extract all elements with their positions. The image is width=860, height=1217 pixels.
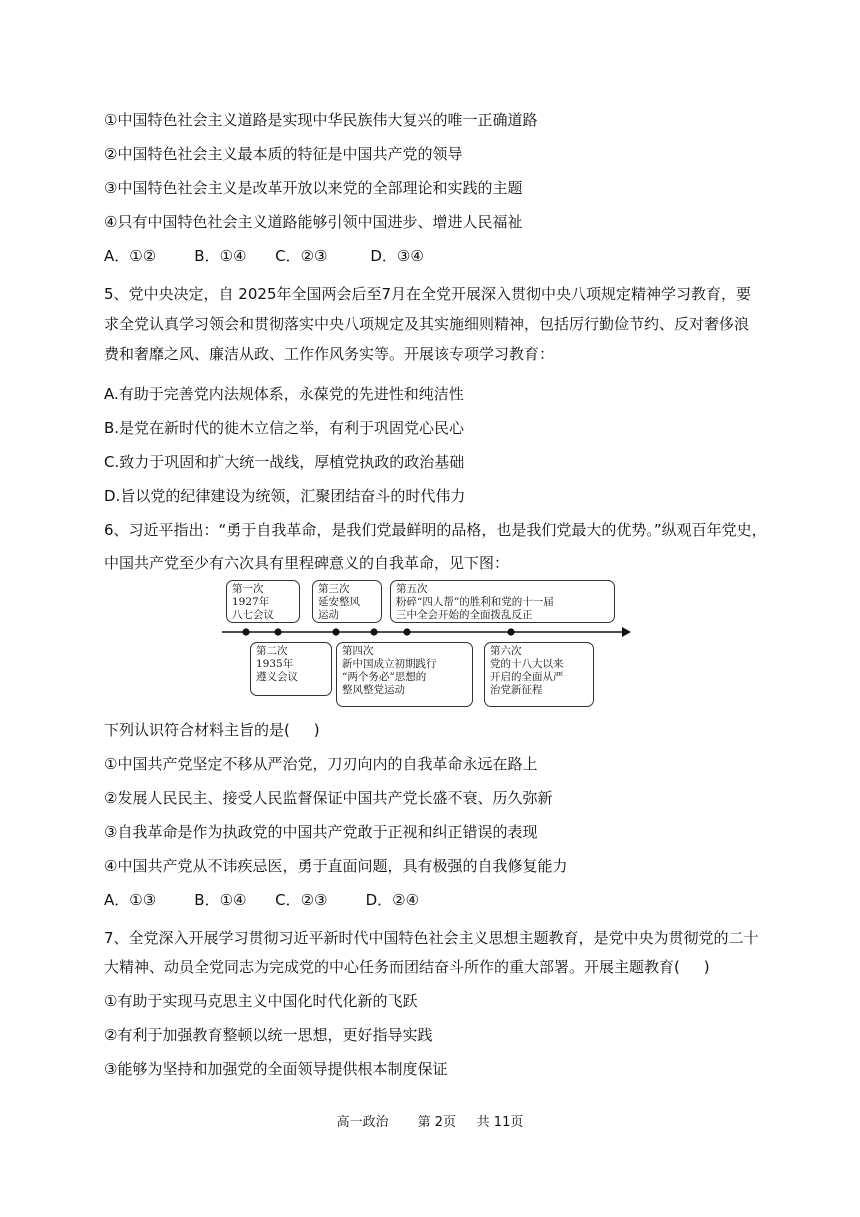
q7-stem-line-2: 大精神、动员全党同志为完成党的中心任务而团结奋斗所作的重大部署。开展主题教育( ) (104, 958, 710, 976)
timeline-box-sixth: 第六次 党的十八大以来 开启的全面从严 治党新征程 (484, 642, 594, 707)
timeline-box-first: 第一次 1927年 八七会议 (226, 580, 300, 623)
footer-page-number: 第 2页 (417, 1115, 456, 1130)
q5-stem-line-3: 费和奢靡之风、廉洁从政、工作作风务实等。开展该专项学习教育： (104, 345, 555, 363)
footer-total-pages: 共 11页 (476, 1115, 524, 1130)
q4-options: A．①② B．①④ C．②③ D．③④ (104, 247, 424, 265)
q5-choice-a: A.有助于完善党内法规体系，永葆党的先进性和纯洁性 (104, 385, 464, 403)
timeline-dot-2 (274, 628, 281, 635)
q7-stem-line-1: 7、全党深入开展学习贯彻习近平新时代中国特色社会主义思想主题教育，是党中央为贯彻党的二十 (104, 929, 759, 947)
q6-item-1: ①中国共产党坚定不移从严治党，刀刃向内的自我革命永远在路上 (104, 755, 538, 773)
self-revolution-timeline (222, 578, 632, 710)
q6-item-4: ④中国共产党从不讳疾忌医，勇于直面问题，具有极强的自我修复能力 (104, 857, 568, 875)
q6-options: A．①③ B．①④ C．②③ D．②④ (104, 891, 420, 909)
q7-item-2: ②有利于加强教育整顿以统一思想，更好指导实践 (104, 1026, 433, 1044)
q4-item-2: ②中国特色社会主义最本质的特征是中国共产党的领导 (104, 145, 463, 163)
timeline-dot-4 (370, 628, 377, 635)
q7-item-3: ③能够为坚持和加强党的全面领导提供根本制度保证 (104, 1060, 448, 1078)
q6-stem-line-1: 6、习近平指出：“勇于自我革命，是我们党最鲜明的品格，也是我们党最大的优势。”纵观百年党史， (104, 521, 767, 539)
q6-item-3: ③自我革命是作为执政党的中国共产党敢于正视和纠正错误的表现 (104, 823, 538, 841)
q5-stem-line-1: 5、党中央决定，自 2025年全国两会后至7月在全党开展深入贯彻中央八项规定精神学习教育，要 (104, 285, 752, 303)
q5-choice-c: C.致力于巩固和扩大统一战线，厚植党执政的政治基础 (104, 453, 465, 471)
q5-stem-line-2: 求全党认真学习领会和贯彻落实中央八项规定及其实施细则精神，包括厉行勤俭节约、反对奢侈浪 (104, 315, 750, 333)
timeline-box-second: 第二次 1935年 遵义会议 (250, 642, 332, 696)
timeline-arrowhead (622, 627, 631, 637)
timeline-box-fifth: 第五次 粉碎“四人帮”的胜利和党的十一届 三中全会开始的全面拨乱反正 (390, 580, 615, 623)
q5-choice-b: B.是党在新时代的徙木立信之举，有利于巩固党心民心 (104, 419, 465, 437)
timeline-box-fourth: 第四次 新中国成立初期践行 “两个务必”思想的 整风整党运动 (336, 642, 473, 707)
q5-choice-d: D.旨以党的纪律建设为统领，汇聚团结奋斗的时代伟力 (104, 487, 466, 505)
timeline-dot-3 (332, 628, 339, 635)
q6-question: 下列认识符合材料主旨的是( ) (104, 721, 320, 739)
timeline-box-third: 第三次 延安整风 运动 (312, 580, 382, 623)
q4-item-4: ④只有中国特色社会主义道路能够引领中国进步、增进人民福祉 (104, 213, 523, 231)
timeline-dot-1 (242, 628, 249, 635)
q6-stem-line-2: 中国共产党至少有六次具有里程碑意义的自我革命，见下图： (104, 554, 510, 572)
timeline-dot-6 (507, 628, 514, 635)
timeline-dot-5 (403, 628, 410, 635)
footer-subject: 高一政治 (336, 1115, 389, 1130)
q7-item-1: ①有助于实现马克思主义中国化时代化新的飞跃 (104, 992, 418, 1010)
q4-item-1: ①中国特色社会主义道路是实现中华民族伟大复兴的唯一正确道路 (104, 111, 538, 129)
q6-item-2: ②发展人民民主、接受人民监督保证中国共产党长盛不衰、历久弥新 (104, 789, 553, 807)
q4-item-3: ③中国特色社会主义是改革开放以来党的全部理论和实践的主题 (104, 179, 523, 197)
page-footer (0, 1111, 860, 1130)
